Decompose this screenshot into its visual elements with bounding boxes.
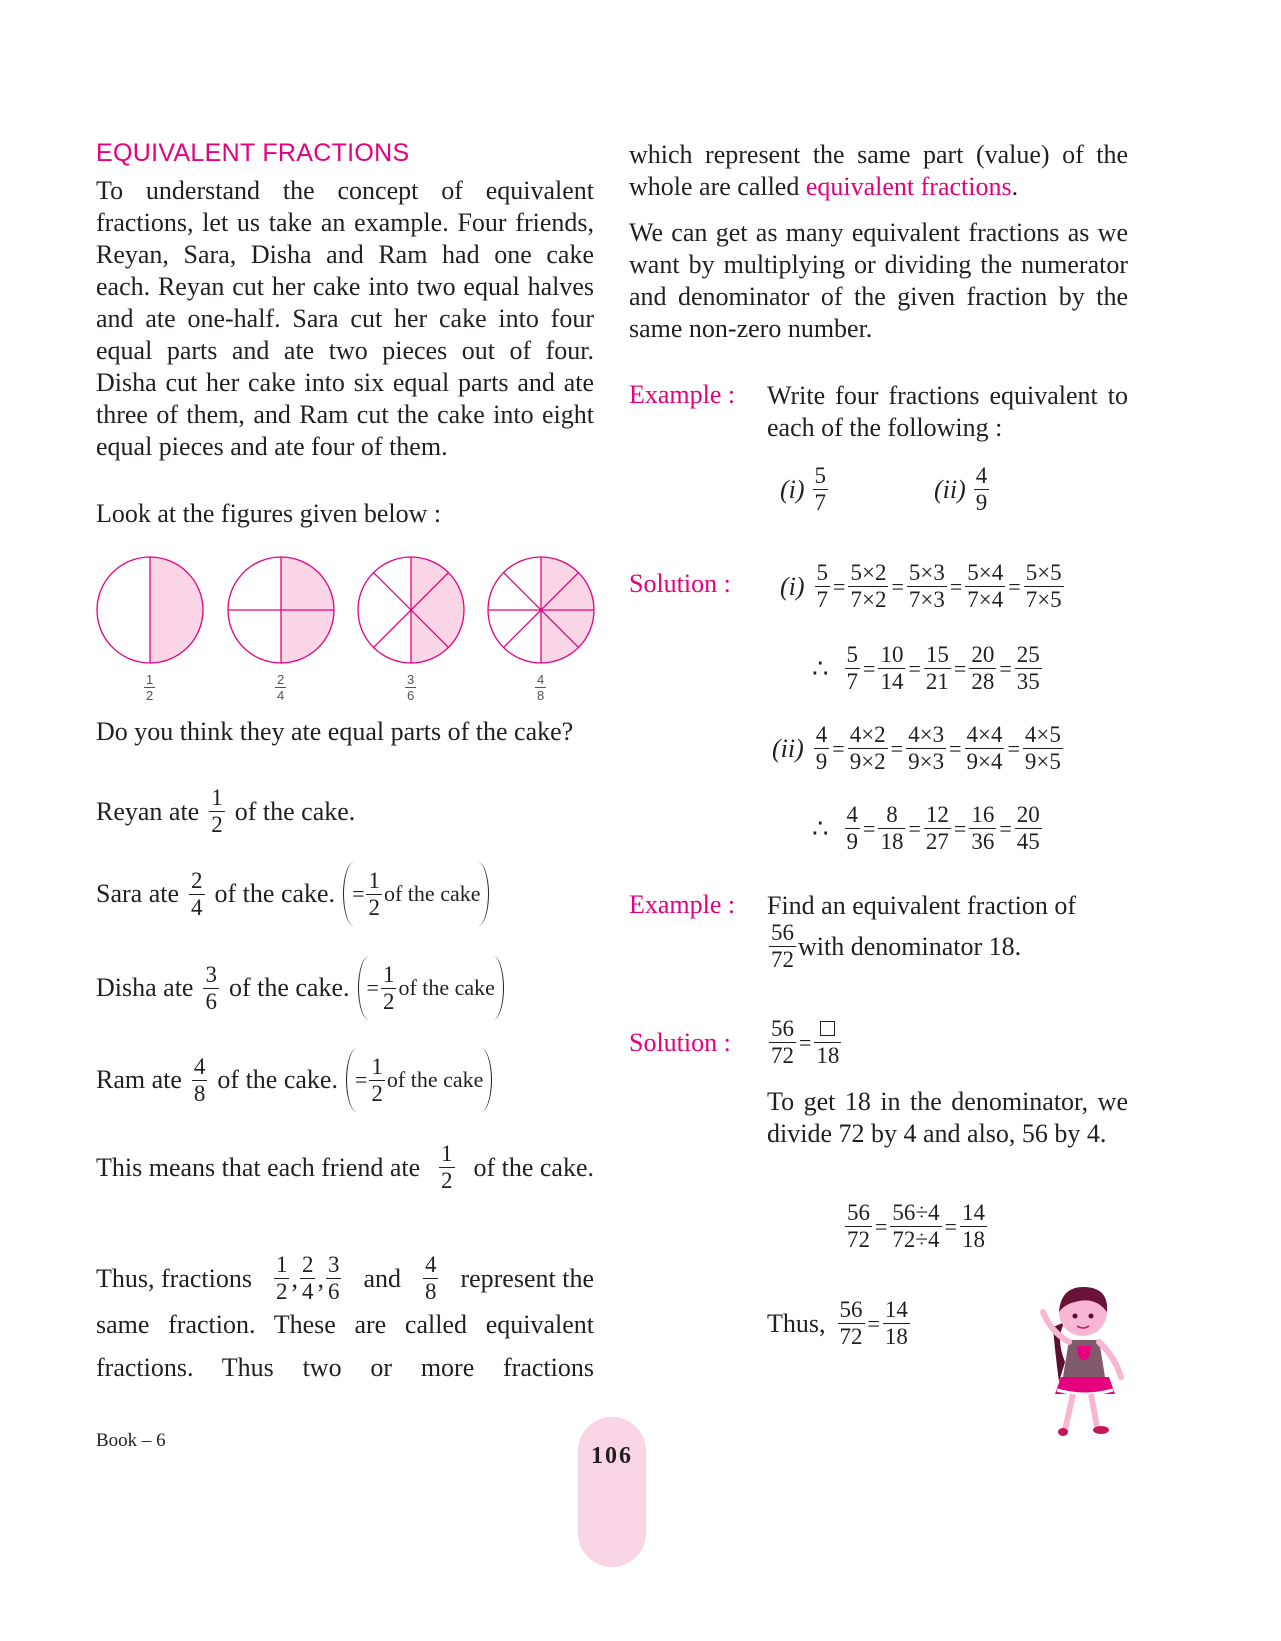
equals-sign: = bbox=[890, 735, 904, 761]
denominator: 7 bbox=[846, 669, 859, 694]
fraction bbox=[423, 1252, 439, 1305]
fraction-list: $\frac{1}{2}$ , $\frac{2}{4}$ , $\frac{3}{6}$ bbox=[275, 1252, 340, 1304]
numerator: 4×2 bbox=[849, 722, 886, 747]
denominator: 27 bbox=[925, 829, 949, 854]
means-suffix: of the cake. bbox=[473, 1152, 594, 1182]
fraction bbox=[769, 1016, 796, 1069]
note-text: of the cake bbox=[386, 1067, 484, 1092]
denominator: 4 bbox=[191, 894, 203, 920]
fraction bbox=[366, 868, 382, 921]
denominator: 18 bbox=[880, 829, 904, 854]
numerator: 5×4 bbox=[967, 560, 1004, 585]
fraction bbox=[907, 560, 947, 613]
equation-chain bbox=[812, 802, 1044, 855]
numerator: 20 bbox=[971, 642, 995, 667]
statement-prefix: Sara ate bbox=[96, 879, 180, 908]
thus-line bbox=[96, 1252, 594, 1305]
equals-sign: = bbox=[949, 573, 963, 599]
fraction bbox=[878, 802, 905, 855]
numerator: 4×3 bbox=[908, 722, 945, 747]
numerator: 14 bbox=[961, 1200, 985, 1225]
denominator: 18 bbox=[884, 1324, 908, 1349]
numerator: 56 bbox=[771, 1016, 794, 1041]
fraction bbox=[274, 1252, 290, 1305]
equals-sign: = bbox=[833, 573, 846, 599]
roman-numeral: (ii) bbox=[772, 733, 804, 763]
fraction bbox=[203, 962, 219, 1015]
equation-chain bbox=[812, 642, 1044, 695]
statement-suffix: of the cake. bbox=[228, 973, 350, 1002]
fraction bbox=[960, 1200, 987, 1253]
numerator: 14 bbox=[884, 1297, 908, 1322]
denominator: 6 bbox=[205, 988, 217, 1014]
example-label: Example : bbox=[629, 890, 736, 919]
example-text: Write four fractions equivalent to each of the following : bbox=[767, 381, 1128, 442]
numerator: 3 bbox=[407, 672, 415, 687]
question-text: Do you think they ate equal parts of the cake? bbox=[96, 717, 574, 746]
denominator: 45 bbox=[1016, 829, 1040, 854]
denominator: 28 bbox=[971, 669, 995, 694]
solution-equation bbox=[767, 1016, 843, 1069]
fraction bbox=[965, 722, 1005, 775]
fraction bbox=[209, 785, 225, 838]
numerator: 56 bbox=[839, 1297, 863, 1322]
example-item-ii bbox=[934, 463, 991, 516]
statement-prefix: Disha ate bbox=[96, 973, 194, 1002]
fraction bbox=[848, 560, 888, 613]
numerator: 15 bbox=[925, 642, 949, 667]
shaded-region bbox=[411, 557, 464, 663]
fraction bbox=[845, 642, 861, 695]
solution-label: Solution : bbox=[629, 1028, 731, 1057]
denominator: 9×5 bbox=[1024, 749, 1061, 774]
denominator: 36 bbox=[971, 829, 995, 854]
thus-prefix: Thus, fractions bbox=[96, 1263, 252, 1293]
thus-line-3: fractions. Thus two or more fractions bbox=[96, 1353, 594, 1382]
denominator: 72 bbox=[839, 1324, 863, 1349]
denominator: 2 bbox=[441, 1168, 453, 1193]
equivalence-note bbox=[343, 862, 489, 926]
denominator: 8 bbox=[424, 1279, 437, 1304]
denominator: 6 bbox=[327, 1279, 340, 1304]
numerator: 56 bbox=[847, 1200, 870, 1225]
example-text-2: with denominator 18. bbox=[798, 931, 1022, 961]
continuation-text: which represent the same part (value) of the whole are called bbox=[629, 140, 1128, 201]
fraction bbox=[969, 642, 996, 695]
equals-sign: = bbox=[875, 1213, 888, 1239]
equals-sign: = bbox=[891, 573, 904, 599]
fraction-circle bbox=[481, 550, 601, 670]
numerator: 2 bbox=[301, 1252, 314, 1277]
denominator: 2 bbox=[371, 1080, 383, 1106]
numerator: 3 bbox=[327, 1252, 340, 1277]
circle-fraction-label bbox=[144, 672, 155, 703]
example-label: Example : bbox=[629, 380, 736, 409]
example-item-i bbox=[780, 463, 830, 516]
equals-sign: = bbox=[944, 1213, 957, 1239]
girl-illustration bbox=[1025, 1282, 1135, 1442]
fraction bbox=[369, 1054, 385, 1107]
denominator: 9×4 bbox=[966, 749, 1003, 774]
denominator: 6 bbox=[407, 688, 415, 703]
roman-numeral: (i) bbox=[780, 474, 805, 504]
denominator: 18 bbox=[816, 1043, 840, 1068]
equals-sign: = bbox=[352, 881, 365, 906]
note-text: of the cake bbox=[398, 975, 495, 1000]
equals-sign: = bbox=[799, 1029, 812, 1055]
key-term: equivalent fractions bbox=[805, 172, 1012, 201]
denominator: 9 bbox=[975, 490, 988, 515]
numerator: 10 bbox=[880, 642, 904, 667]
denominator: 7×3 bbox=[908, 587, 945, 612]
fraction bbox=[326, 1252, 342, 1305]
equals-sign: = bbox=[908, 815, 921, 841]
denominator: 2 bbox=[368, 894, 380, 920]
numerator: 12 bbox=[925, 802, 949, 827]
numerator: 5×2 bbox=[850, 560, 887, 585]
note-text: of the cake bbox=[383, 881, 481, 906]
denominator: 7×4 bbox=[967, 587, 1004, 612]
numerator: 8 bbox=[878, 802, 905, 829]
denominator: 35 bbox=[1016, 669, 1040, 694]
equals-sign: = bbox=[1008, 573, 1021, 599]
equation-chain bbox=[772, 722, 1065, 775]
statement-reyan bbox=[96, 785, 355, 838]
equation-chain bbox=[780, 560, 1066, 613]
fraction bbox=[439, 1141, 455, 1194]
continuation-paragraph bbox=[629, 139, 1128, 203]
denominator: 9×3 bbox=[908, 749, 945, 774]
fraction bbox=[381, 962, 397, 1015]
result-line bbox=[767, 1297, 912, 1350]
denominator: 7×2 bbox=[850, 587, 887, 612]
denominator: 72÷4 bbox=[892, 1227, 940, 1252]
fraction bbox=[883, 1297, 910, 1350]
denominator: 18 bbox=[961, 1227, 985, 1252]
equals-sign: = bbox=[867, 1310, 880, 1336]
numerator: 1 bbox=[441, 1141, 453, 1166]
denominator: 7×5 bbox=[1025, 587, 1062, 612]
fraction bbox=[1015, 802, 1042, 855]
denominator: 2 bbox=[211, 812, 223, 837]
numerator: 3 bbox=[205, 961, 217, 987]
book-label: Book – 6 bbox=[96, 1430, 166, 1451]
numerator: 1 bbox=[368, 867, 380, 893]
means-prefix: This means that each friend ate bbox=[96, 1152, 421, 1182]
and-text: and bbox=[363, 1263, 401, 1293]
numerator: 2 bbox=[277, 672, 285, 687]
statement-suffix: of the cake. bbox=[234, 796, 356, 826]
numerator: 4×5 bbox=[1024, 722, 1061, 747]
fraction bbox=[969, 802, 996, 855]
empty-box-icon bbox=[814, 1016, 841, 1043]
denominator: 2 bbox=[382, 988, 395, 1014]
fraction bbox=[838, 1297, 865, 1350]
equals-sign: = bbox=[949, 735, 962, 761]
numerator: 4 bbox=[975, 463, 988, 488]
statement-prefix: Reyan ate bbox=[96, 796, 200, 826]
statement-disha bbox=[96, 956, 504, 1020]
equals-sign: = bbox=[832, 735, 845, 761]
equals-sign: = bbox=[953, 655, 967, 681]
denominator: 21 bbox=[925, 669, 949, 694]
fraction bbox=[924, 802, 951, 855]
equivalence-note bbox=[358, 956, 504, 1020]
equals-sign: = bbox=[908, 655, 921, 681]
intro-paragraph: To understand the concept of equivalent fractions, let us take an example. Four friends, Reyan, Sara, Disha and Ram had one cake each. Reyan cut her cake into two equal halves and ate one-half. Sara cut her cake into four equal parts and ate two pieces out of four. Disha cut her cake into six equal parts and ate three of them, and Ram cut the cake into eight equal pieces and ate four of them. bbox=[96, 176, 594, 461]
circle-fraction-label bbox=[535, 672, 546, 703]
fraction bbox=[192, 1054, 208, 1107]
numerator: 4 bbox=[424, 1252, 437, 1277]
means-line bbox=[96, 1141, 594, 1194]
therefore-symbol: ∴ bbox=[812, 813, 829, 843]
look-text: Look at the figures given below : bbox=[96, 499, 442, 528]
fraction bbox=[974, 463, 990, 516]
equals-sign: = bbox=[863, 655, 876, 681]
denominator: 14 bbox=[880, 669, 904, 694]
denominator: 7 bbox=[816, 587, 829, 612]
fraction bbox=[845, 1200, 872, 1253]
equals-sign: = bbox=[863, 815, 876, 841]
numerator: 2 bbox=[191, 867, 203, 893]
explanation-text: To get 18 in the denominator, we divide 72 by 4 and also, 56 by 4. bbox=[767, 1087, 1128, 1148]
fraction bbox=[845, 802, 861, 855]
equals-sign: = bbox=[1007, 735, 1020, 761]
fraction bbox=[1023, 722, 1063, 775]
statement-prefix: Ram ate bbox=[96, 1065, 182, 1094]
denominator: 72 bbox=[847, 1227, 870, 1252]
fraction bbox=[814, 722, 830, 775]
shaded-region bbox=[150, 557, 203, 663]
fraction-circle bbox=[90, 550, 210, 670]
denominator: 9 bbox=[815, 749, 828, 774]
roman-numeral: (i) bbox=[780, 571, 805, 601]
denominator: 72 bbox=[771, 1043, 794, 1068]
thus-after: represent the bbox=[460, 1263, 594, 1293]
numerator: 5×5 bbox=[1025, 560, 1062, 585]
numerator: 5×3 bbox=[908, 560, 945, 585]
therefore-symbol: ∴ bbox=[812, 653, 829, 683]
page-number-pill bbox=[578, 1417, 646, 1567]
equals-sign: = bbox=[999, 815, 1012, 841]
denominator: 9×2 bbox=[849, 749, 886, 774]
statement-sara bbox=[96, 862, 489, 926]
circle-fraction-label bbox=[275, 672, 286, 703]
equivalence-note bbox=[346, 1048, 492, 1112]
numerator: 4×4 bbox=[966, 722, 1003, 747]
fraction bbox=[924, 642, 951, 695]
fraction bbox=[965, 560, 1005, 613]
fraction bbox=[906, 722, 946, 775]
numerator: 4 bbox=[537, 672, 545, 687]
numerator: 5 bbox=[816, 560, 829, 585]
fraction-circle bbox=[351, 550, 471, 670]
fraction bbox=[1024, 560, 1064, 613]
fraction bbox=[815, 560, 831, 613]
thus-line-2: same fraction. These are called equivalent bbox=[96, 1310, 594, 1339]
page-number: 106 bbox=[591, 1443, 633, 1469]
numerator: 4 bbox=[193, 1053, 206, 1079]
thus-text: Thus, bbox=[767, 1308, 826, 1338]
example-fraction-line bbox=[767, 920, 1021, 973]
solution-label: Solution : bbox=[629, 569, 731, 598]
numerator: 20 bbox=[1016, 802, 1040, 827]
statement-suffix: of the cake. bbox=[217, 1065, 338, 1094]
denominator: 9 bbox=[846, 829, 859, 854]
section-heading: EQUIVALENT FRACTIONS bbox=[96, 139, 410, 167]
fraction bbox=[813, 463, 829, 516]
numerator: 16 bbox=[971, 802, 995, 827]
denominator: 72 bbox=[771, 947, 794, 972]
denominator: 4 bbox=[277, 688, 285, 703]
denominator: 4 bbox=[301, 1279, 314, 1304]
denominator: 7 bbox=[814, 490, 827, 515]
numerator: 25 bbox=[1016, 642, 1040, 667]
denominator: 8 bbox=[193, 1080, 206, 1106]
numerator: 1 bbox=[275, 1252, 288, 1277]
circle-fraction-label bbox=[405, 672, 416, 703]
numerator: 1 bbox=[146, 672, 154, 687]
numerator: 56÷4 bbox=[892, 1200, 940, 1225]
numerator: 4 bbox=[815, 722, 828, 747]
numerator: 56 bbox=[771, 920, 794, 945]
fraction bbox=[189, 868, 205, 921]
denominator: 2 bbox=[275, 1279, 288, 1304]
equals-sign: = bbox=[953, 815, 967, 841]
fraction bbox=[814, 1016, 841, 1069]
fraction bbox=[1015, 642, 1042, 695]
denominator: 8 bbox=[537, 688, 545, 703]
numerator: 5 bbox=[814, 463, 827, 488]
equals-sign: = bbox=[366, 975, 379, 1000]
fraction bbox=[848, 722, 888, 775]
equals-sign: = bbox=[354, 1067, 368, 1092]
numerator: 1 bbox=[382, 961, 395, 987]
statement-suffix: of the cake. bbox=[214, 879, 336, 908]
denominator: 2 bbox=[146, 688, 154, 703]
fraction bbox=[769, 920, 796, 973]
statement-ram bbox=[96, 1048, 492, 1112]
numerator: 4 bbox=[846, 802, 859, 827]
numerator: 5 bbox=[846, 642, 859, 667]
division-chain bbox=[843, 1200, 989, 1253]
example-text: Find an equivalent fraction of bbox=[767, 891, 1077, 920]
numerator: 1 bbox=[211, 785, 223, 810]
fraction-circle bbox=[221, 550, 341, 670]
method-paragraph: We can get as many equivalent fractions as we want by multiplying or dividing the numerator and denominator of the given fraction by the same non-zero number. bbox=[629, 218, 1128, 343]
fraction bbox=[890, 1200, 941, 1253]
period: . bbox=[1011, 172, 1019, 201]
roman-numeral: (ii) bbox=[934, 474, 966, 504]
equals-sign: = bbox=[999, 655, 1012, 681]
fraction bbox=[300, 1252, 316, 1305]
fraction bbox=[878, 642, 905, 695]
numerator: 1 bbox=[371, 1053, 383, 1079]
